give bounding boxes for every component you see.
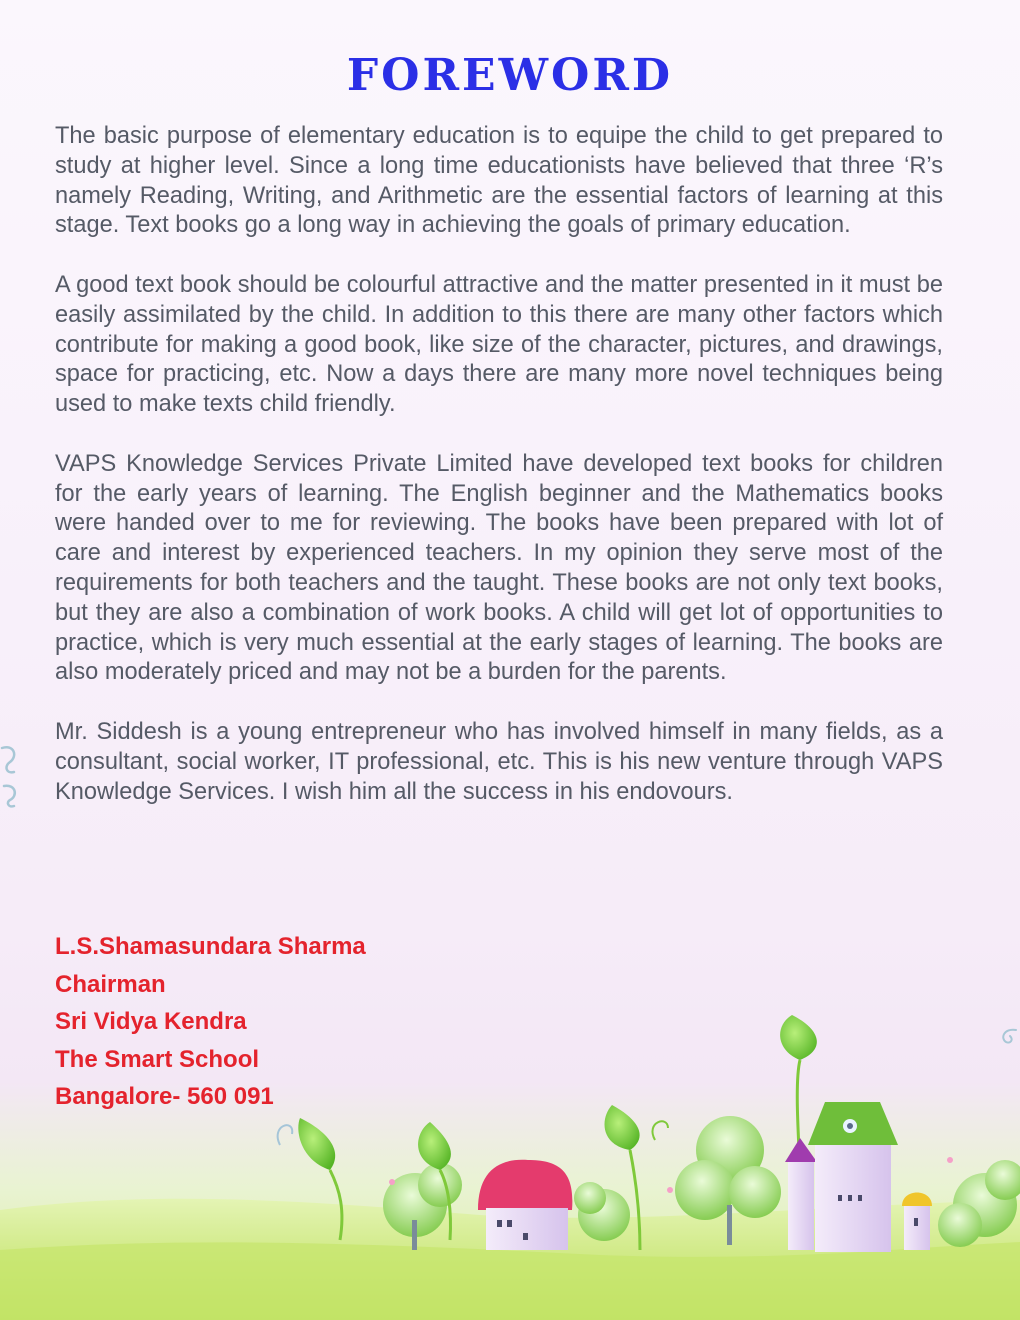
paragraph-vaps-books: VAPS Knowledge Services Private Limited have developed text books for children for the early years of learning. The English beginner and the Mathematics books were handed over to me for reviewing. The books have been prepared with lot of care and interest by experienced teachers. In my opinion they serve most of the requirements for both teachers and the taught. These books are not only text books, but they are also a combination of work books. A child will get lot of opportunities to practice, which is very much essential at the early stages of learning. The books are also moderately priced and may not be a burden for the parents. — [55, 450, 943, 686]
page-title: FOREWORD — [346, 50, 674, 101]
paragraph-mr-siddesh: Mr. Siddesh is a young entrepreneur who has involved himself in many fields, as a consultant, social worker, IT professional, etc. This is his new venture through VAPS Knowledge Services. I wish him all the success in his endovours. — [55, 718, 943, 805]
leaf-shape — [298, 1118, 335, 1170]
signature-school: The Smart School — [55, 1045, 260, 1073]
paragraph-purpose: The basic purpose of elementary education is to equipe the child to get prepared to study at higher level. Since a long time educationists have believed that three ‘R’s namely Reading, Writing, and Arithmetic are the essential factors of learning at this stage. Text books go a long way in achieving the goals of primary education. — [55, 123, 943, 239]
castle-tower — [815, 1140, 891, 1252]
cottage-roof — [478, 1160, 572, 1210]
signature-organization: Sri Vidya Kendra — [55, 1008, 247, 1035]
signature-position: Chairman — [55, 970, 166, 998]
foreword-body — [55, 122, 943, 837]
swirl-decoration-left — [0, 740, 30, 820]
cottage-wall — [486, 1208, 568, 1250]
paragraph-good-textbook: A good text book should be colourful attractive and the matter presented in it must be easily assimilated by the child. In addition to this there are many other factors which contribute for making a good book, like size of the character, pictures, and drawings, space for practicing, etc. Now a days there are many more novel techniques being used to make texts child friendly. — [55, 271, 943, 418]
signature-address: Bangalore- 560 091 — [55, 1083, 274, 1110]
signature-name: L.S.Shamasundara Sharma — [55, 933, 366, 960]
garden-illustration — [0, 1010, 1020, 1320]
